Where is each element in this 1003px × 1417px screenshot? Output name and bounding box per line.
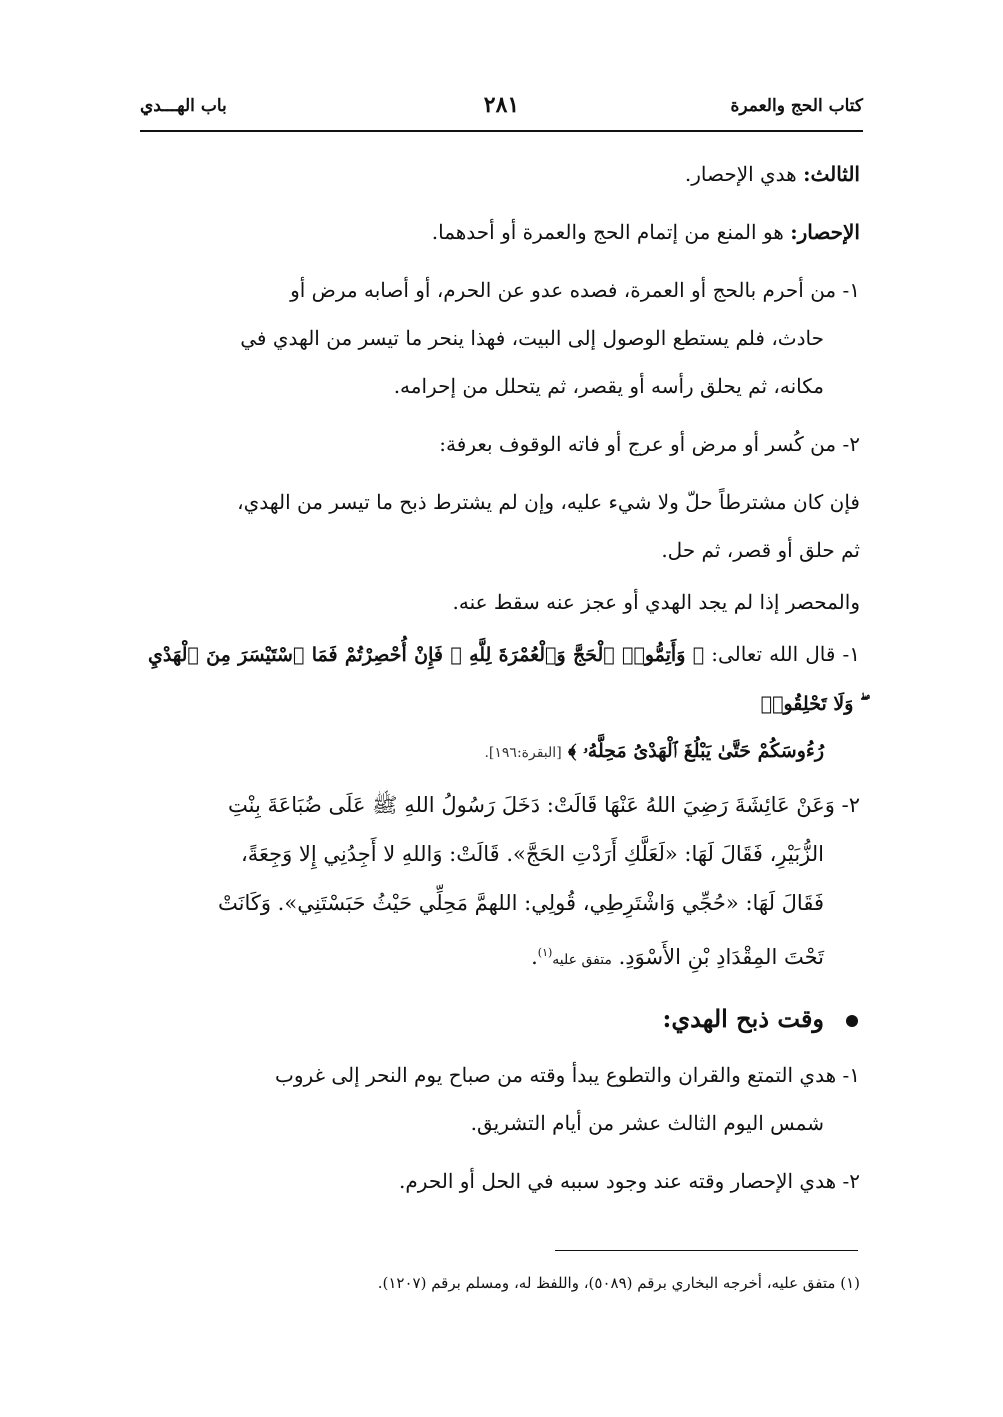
- quran-line-2: [148, 728, 860, 775]
- bullet-icon: [846, 1015, 858, 1027]
- ihsar-label: الإحصار:: [790, 220, 860, 244]
- condition-line-1: فإن كان مشترطاً حلّ ولا شيء عليه، وإن لم يشترط ذبح ما تيسر من الهدي،: [237, 490, 860, 514]
- third-heading-label: الثالث:: [803, 162, 860, 186]
- hadith: [148, 781, 860, 985]
- item-1-line-2: حادث، فلم يستطع الوصول إلى البيت، فهذا ينحر ما تيسر من الهدي في: [240, 326, 824, 350]
- ihsar-definition: [148, 208, 860, 256]
- third-heading: [148, 150, 860, 198]
- muhsar-line: والمحصر إذا لم يجد الهدي أو عجز عنه سقط عنه.: [452, 590, 860, 614]
- quran-reference: [البقرة:١٩٦].: [484, 745, 562, 761]
- header-divider: [140, 130, 863, 132]
- hadith-end: .: [531, 945, 538, 969]
- hadith-line-3: فَقَالَ لَهَا: «حُجِّي وَاشْتَرِطِي، قُولِي: اللهمَّ مَحِلِّي حَيْثُ حَبَسْتَنِي». وَكَانَتْ: [218, 891, 824, 915]
- footnote-divider: [555, 1250, 858, 1251]
- item-1: [148, 266, 860, 410]
- quran-verse: [148, 630, 860, 775]
- hadith-line-4: [148, 928, 860, 985]
- item-1-line-1: ١- من أحرم بالحج أو العمرة، فصده عدو عن الحرم، أو أصابه مرض أو: [290, 278, 860, 302]
- hadith-source: متفق عليه: [552, 952, 612, 968]
- footnote: [148, 1270, 860, 1296]
- ihsar-def-text: هو المنع من إتمام الحج والعمرة أو أحدهما.: [431, 220, 784, 244]
- running-header: [140, 92, 863, 132]
- quran-text-1: ﴿ وَأَتِمُّوا۟ ٱلْحَجَّ وَٱلْعُمْرَةَ لِلَّهِ ۚ فَإِنْ أُحْصِرْتُمْ فَمَا ٱسْتَيْسَرَ مِنَ ٱلْهَدْيِ ۖ وَلَا تَحْلِقُوا۟: [148, 644, 860, 715]
- hadith-line-2: الزُّبَيْرِ، فَقَالَ لَهَا: «لَعَلَّكِ أَرَدْتِ الحَجَّ». قَالَتْ: وَاللهِ لا أَجِدُنِي إِلا وَجِعَةً،: [240, 842, 824, 866]
- time-item-1-line-1: ١- هدي التمتع والقران والتطوع يبدأ وقته من صباح يوم النحر إلى غروب: [275, 1063, 860, 1087]
- condition-paragraph: [148, 478, 860, 574]
- condition-line-2: ثم حلق أو قصر، ثم حل.: [661, 538, 860, 562]
- hadith-line-1: ٢- وَعَنْ عَائِشَةَ رَضِيَ اللهُ عَنْهَا قَالَتْ: دَخَلَ رَسُولُ اللهِ ﷺ عَلَى ضُبَاعَةَ بِنْتِ: [227, 793, 860, 817]
- time-item-2: ٢- هدي الإحصار وقته عند وجود سببه في الحل أو الحرم.: [399, 1169, 860, 1193]
- item-1-line-3: مكانه، ثم يحلق رأسه أو يقصر، ثم يتحلل من إحرامه.: [393, 374, 824, 398]
- time-item-1-line-2: شمس اليوم الثالث عشر من أيام التشريق.: [470, 1111, 824, 1135]
- quran-intro: ١- قال الله تعالى:: [711, 642, 860, 666]
- book-title: كتاب الحج والعمرة: [730, 96, 863, 116]
- page-body: [148, 150, 860, 1205]
- chapter-title: باب الهـــدي: [140, 96, 227, 116]
- footnote-marker[interactable]: (١): [537, 946, 553, 959]
- hadith-line-4-text: تَحْتَ المِقْدَادِ بْنِ الأَسْوَدِ.: [618, 945, 824, 969]
- time-item-1: [148, 1051, 860, 1147]
- quran-line-1: [148, 630, 860, 728]
- section-heading: [148, 991, 860, 1047]
- section-heading-text: وقت ذبح الهدي:: [662, 1004, 824, 1033]
- third-heading-text: هدي الإحصار.: [684, 162, 797, 186]
- footnote-text: (١) متفق عليه، أخرجه البخاري برقم (٥٠٨٩)، واللفظ له، ومسلم برقم (١٢٠٧).: [377, 1274, 860, 1292]
- item-2: ٢- من كُسر أو مرض أو عرج أو فاته الوقوف بعرفة:: [439, 432, 860, 456]
- page-number: ٢٨١: [483, 92, 520, 118]
- quran-text-2: رُءُوسَكُمْ حَتَّىٰ يَبْلُغَ ٱلْهَدْىُ مَحِلَّهُۥ ﴾: [568, 740, 824, 762]
